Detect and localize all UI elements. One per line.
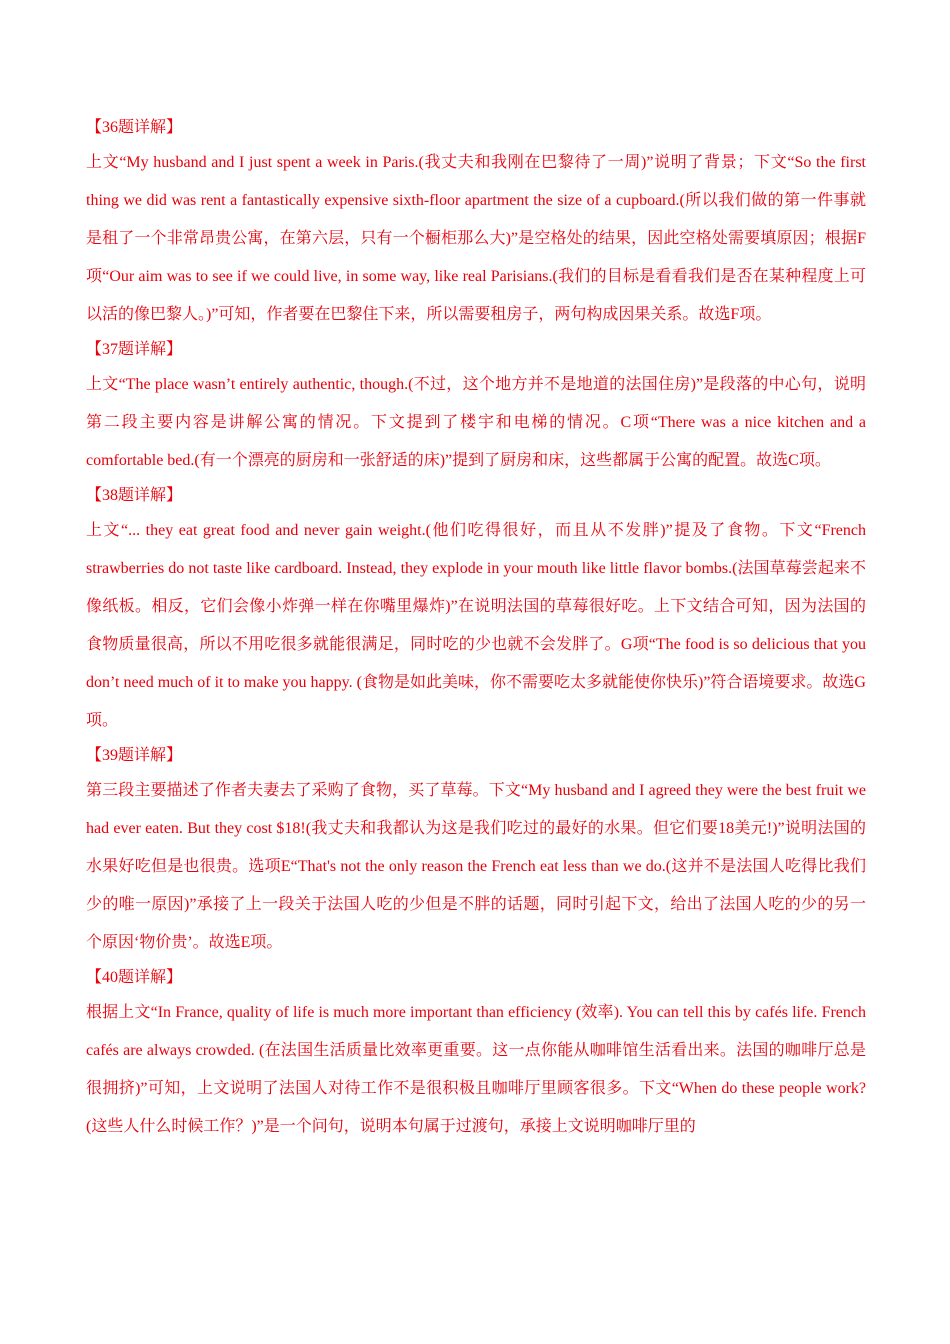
section-body: 根据上文“In France, quality of life is much more important than efficiency (效率). You can tell this by cafés life. French cafés are always crowded. (在法国生活质量比效率更重要。这一点你能从咖啡馆生活看出来。法国的咖啡厅总是很拥挤)”可知，上文说明了法国人对待工作不是很积极且咖啡厅里顾客很多。下文“When do these people work?(这些人什么时候工作？)”是一个问句，说明本句属于过渡句，承接上文说明咖啡厅里的: [86, 1004, 866, 1135]
section-heading: 【37题详解】: [86, 341, 183, 358]
section-heading: 【39题详解】: [86, 747, 183, 764]
section-heading: 【38题详解】: [86, 487, 183, 504]
section-body: 上文“... they eat great food and never gain weight.(他们吃得很好，而且从不发胖)”提及了食物。下文“French strawberries do not taste like cardboard. Instead, they explode in your mouth like little flavor bombs.(法国草莓尝起来不像纸板。相反，它们会像小炸弹一样在你嘴里爆炸)”在说明法国的草莓很好吃。上下文结合可知，因为法国的食物质量很高，所以不用吃很多就能很满足，同时吃的少也就不会发胖了。G项“The food is so delicious that you don’t need much of it to make you happy. (食物是如此美味，你不需要吃太多就能使你快乐)”符合语境要求。故选G项。: [86, 522, 866, 729]
section-body: 上文“My husband and I just spent a week in Paris.(我丈夫和我刚在巴黎待了一周)”说明了背景；下文“So the first thing we did was rent a fantastically expensive sixth-floor apartment the size of a cupboard.(所以我们做的第一件事就是租了一个非常昂贵公寓，在第六层，只有一个橱柜那么大)”是空格处的结果，因此空格处需要填原因；根据F项“Our aim was to see if we could live, in some way, like real Parisians.(我们的目标是看看我们是否在某种程度上可以活的像巴黎人。)”可知，作者要在巴黎住下来，所以需要租房子，两句构成因果关系。故选F项。: [86, 154, 866, 323]
section-body: 上文“The place wasn’t entirely authentic, though.(不过，这个地方并不是地道的法国住房)”是段落的中心句，说明第二段主要内容是讲解公寓的情况。下文提到了楼宇和电梯的情况。C项“There was a nice kitchen and a comfortable bed.(有一个漂亮的厨房和一张舒适的床)”提到了厨房和床，这些都属于公寓的配置。故选C项。: [86, 376, 866, 469]
section-39: [86, 740, 866, 962]
section-body: 第三段主要描述了作者夫妻去了采购了食物，买了草莓。下文“My husband and I agreed they were the best fruit we had ever eaten. But they cost $18!(我丈夫和我都认为这是我们吃过的最好的水果。但它们要18美元!)”说明法国的水果好吃但是也很贵。选项E“That's not the only reason the French eat less than we do.(这并不是法国人吃得比我们少的唯一原因)”承接了上一段关于法国人吃的少但是不胖的话题，同时引起下文，给出了法国人吃的少的另一个原因‘物价贵’。故选E项。: [86, 782, 866, 951]
section-37: [86, 334, 866, 480]
section-36: [86, 112, 866, 334]
section-heading: 【40题详解】: [86, 969, 183, 986]
section-40: [86, 962, 866, 1146]
answer-explanations: [86, 112, 866, 1146]
section-38: [86, 480, 866, 740]
section-heading: 【36题详解】: [86, 119, 183, 136]
